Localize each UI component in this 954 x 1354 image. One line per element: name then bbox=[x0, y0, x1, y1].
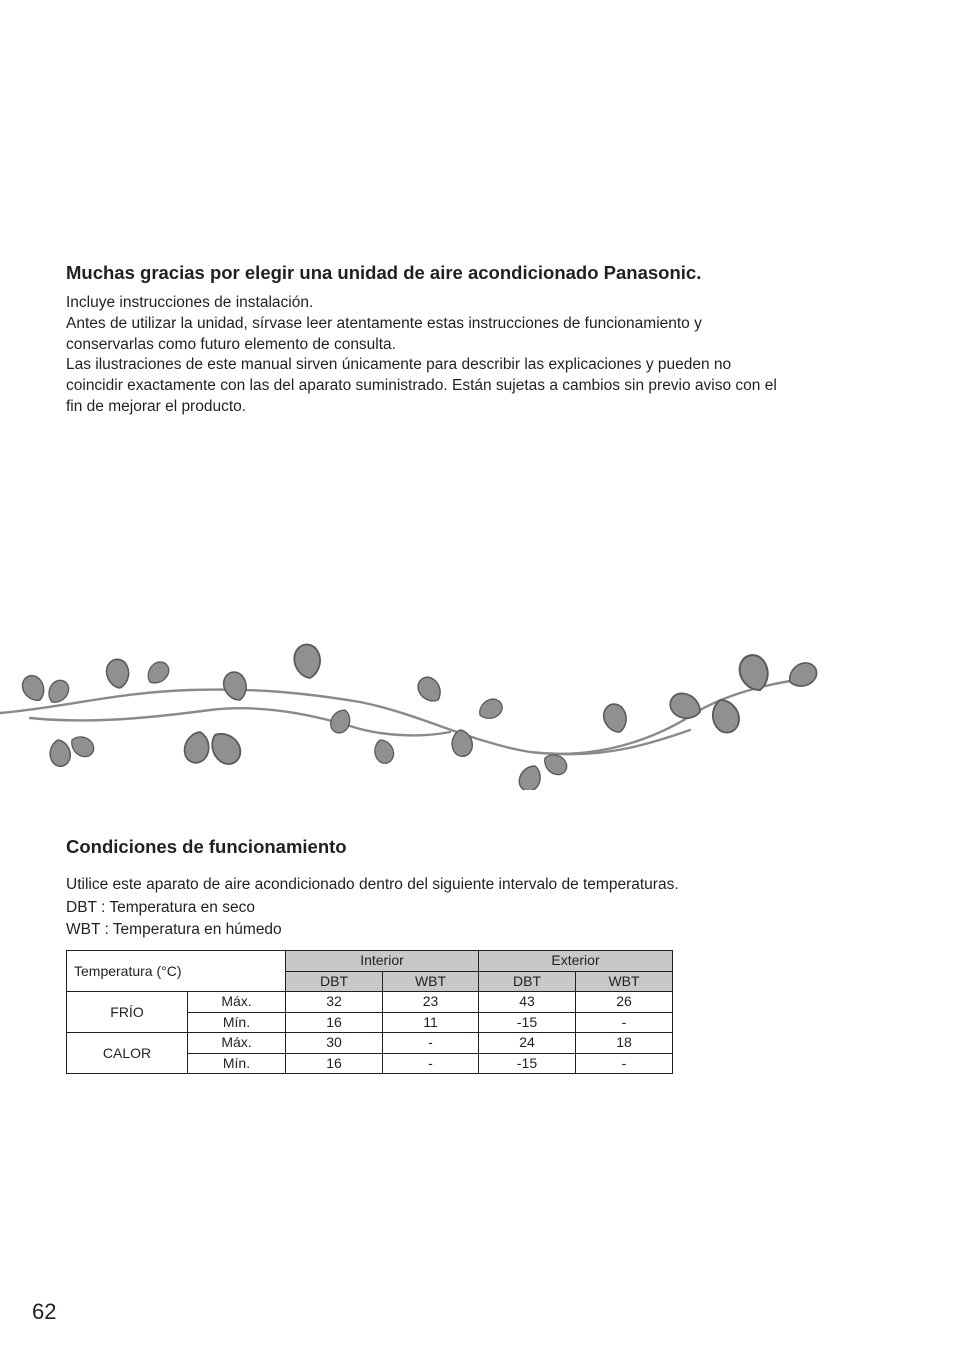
intro-section bbox=[66, 261, 916, 418]
interior-wbt-header: WBT bbox=[383, 971, 479, 992]
table-row bbox=[67, 1033, 673, 1054]
page-number: 62 bbox=[32, 1299, 57, 1324]
exterior-dbt-header: DBT bbox=[479, 971, 576, 992]
table-cell: -15 bbox=[479, 1012, 576, 1033]
mode-heat-label: CALOR bbox=[67, 1033, 188, 1074]
exterior-wbt-header: WBT bbox=[576, 971, 673, 992]
table-row bbox=[67, 992, 673, 1013]
table-cell: 30 bbox=[286, 1033, 383, 1054]
table-cell: - bbox=[576, 1012, 673, 1033]
exterior-header: Exterior bbox=[479, 951, 673, 972]
decorative-vine-illustration bbox=[0, 640, 830, 790]
table-cell: - bbox=[576, 1053, 673, 1074]
table-cell: -15 bbox=[479, 1053, 576, 1074]
intro-line-5: coincidir exactamente con las del aparato suministrado. Están sujetas a cambios sin previo aviso con el bbox=[66, 377, 777, 395]
table-header-row bbox=[67, 951, 673, 972]
operating-conditions-title: Condiciones de funcionamiento bbox=[66, 836, 347, 857]
row-label: Máx. bbox=[188, 1033, 286, 1054]
interior-header: Interior bbox=[286, 951, 479, 972]
intro-line-4: Las ilustraciones de este manual sirven únicamente para describir las explicaciones y pueden no bbox=[66, 356, 732, 374]
interior-dbt-header: DBT bbox=[286, 971, 383, 992]
temperature-unit-header: Temperatura (°C) bbox=[67, 951, 286, 992]
table-cell: - bbox=[383, 1053, 479, 1074]
intro-line-2: Antes de utilizar la unidad, sírvase leer atentamente estas instrucciones de funcionamiento y bbox=[66, 314, 702, 332]
temperature-range-table bbox=[66, 950, 673, 1074]
wbt-definition: WBT : Temperatura en húmedo bbox=[66, 920, 282, 938]
intro-line-6: fin de mejorar el producto. bbox=[66, 397, 247, 415]
table-cell: 24 bbox=[479, 1033, 576, 1054]
table-cell: 23 bbox=[383, 992, 479, 1013]
row-label: Mín. bbox=[188, 1053, 286, 1074]
table-cell: 43 bbox=[479, 992, 576, 1013]
intro-line-1: Incluye instrucciones de instalación. bbox=[66, 294, 314, 311]
row-label: Mín. bbox=[188, 1012, 286, 1033]
table-cell: - bbox=[383, 1033, 479, 1054]
operating-conditions-section bbox=[66, 835, 916, 940]
table-cell: 32 bbox=[286, 992, 383, 1013]
intro-title: Muchas gracias por elegir una unidad de aire acondicionado Panasonic. bbox=[66, 262, 702, 283]
table-cell: 26 bbox=[576, 992, 673, 1013]
table-cell: 16 bbox=[286, 1053, 383, 1074]
table-cell: 16 bbox=[286, 1012, 383, 1033]
intro-line-3: conservarlas como futuro elemento de consulta. bbox=[66, 335, 396, 353]
table-cell: 18 bbox=[576, 1033, 673, 1054]
operating-conditions-lead: Utilice este aparato de aire acondicionado dentro del siguiente intervalo de temperaturas. bbox=[66, 876, 679, 893]
table-cell: 11 bbox=[383, 1012, 479, 1033]
dbt-definition: DBT : Temperatura en seco bbox=[66, 898, 255, 916]
mode-cool-label: FRÍO bbox=[67, 992, 188, 1033]
row-label: Máx. bbox=[188, 992, 286, 1013]
